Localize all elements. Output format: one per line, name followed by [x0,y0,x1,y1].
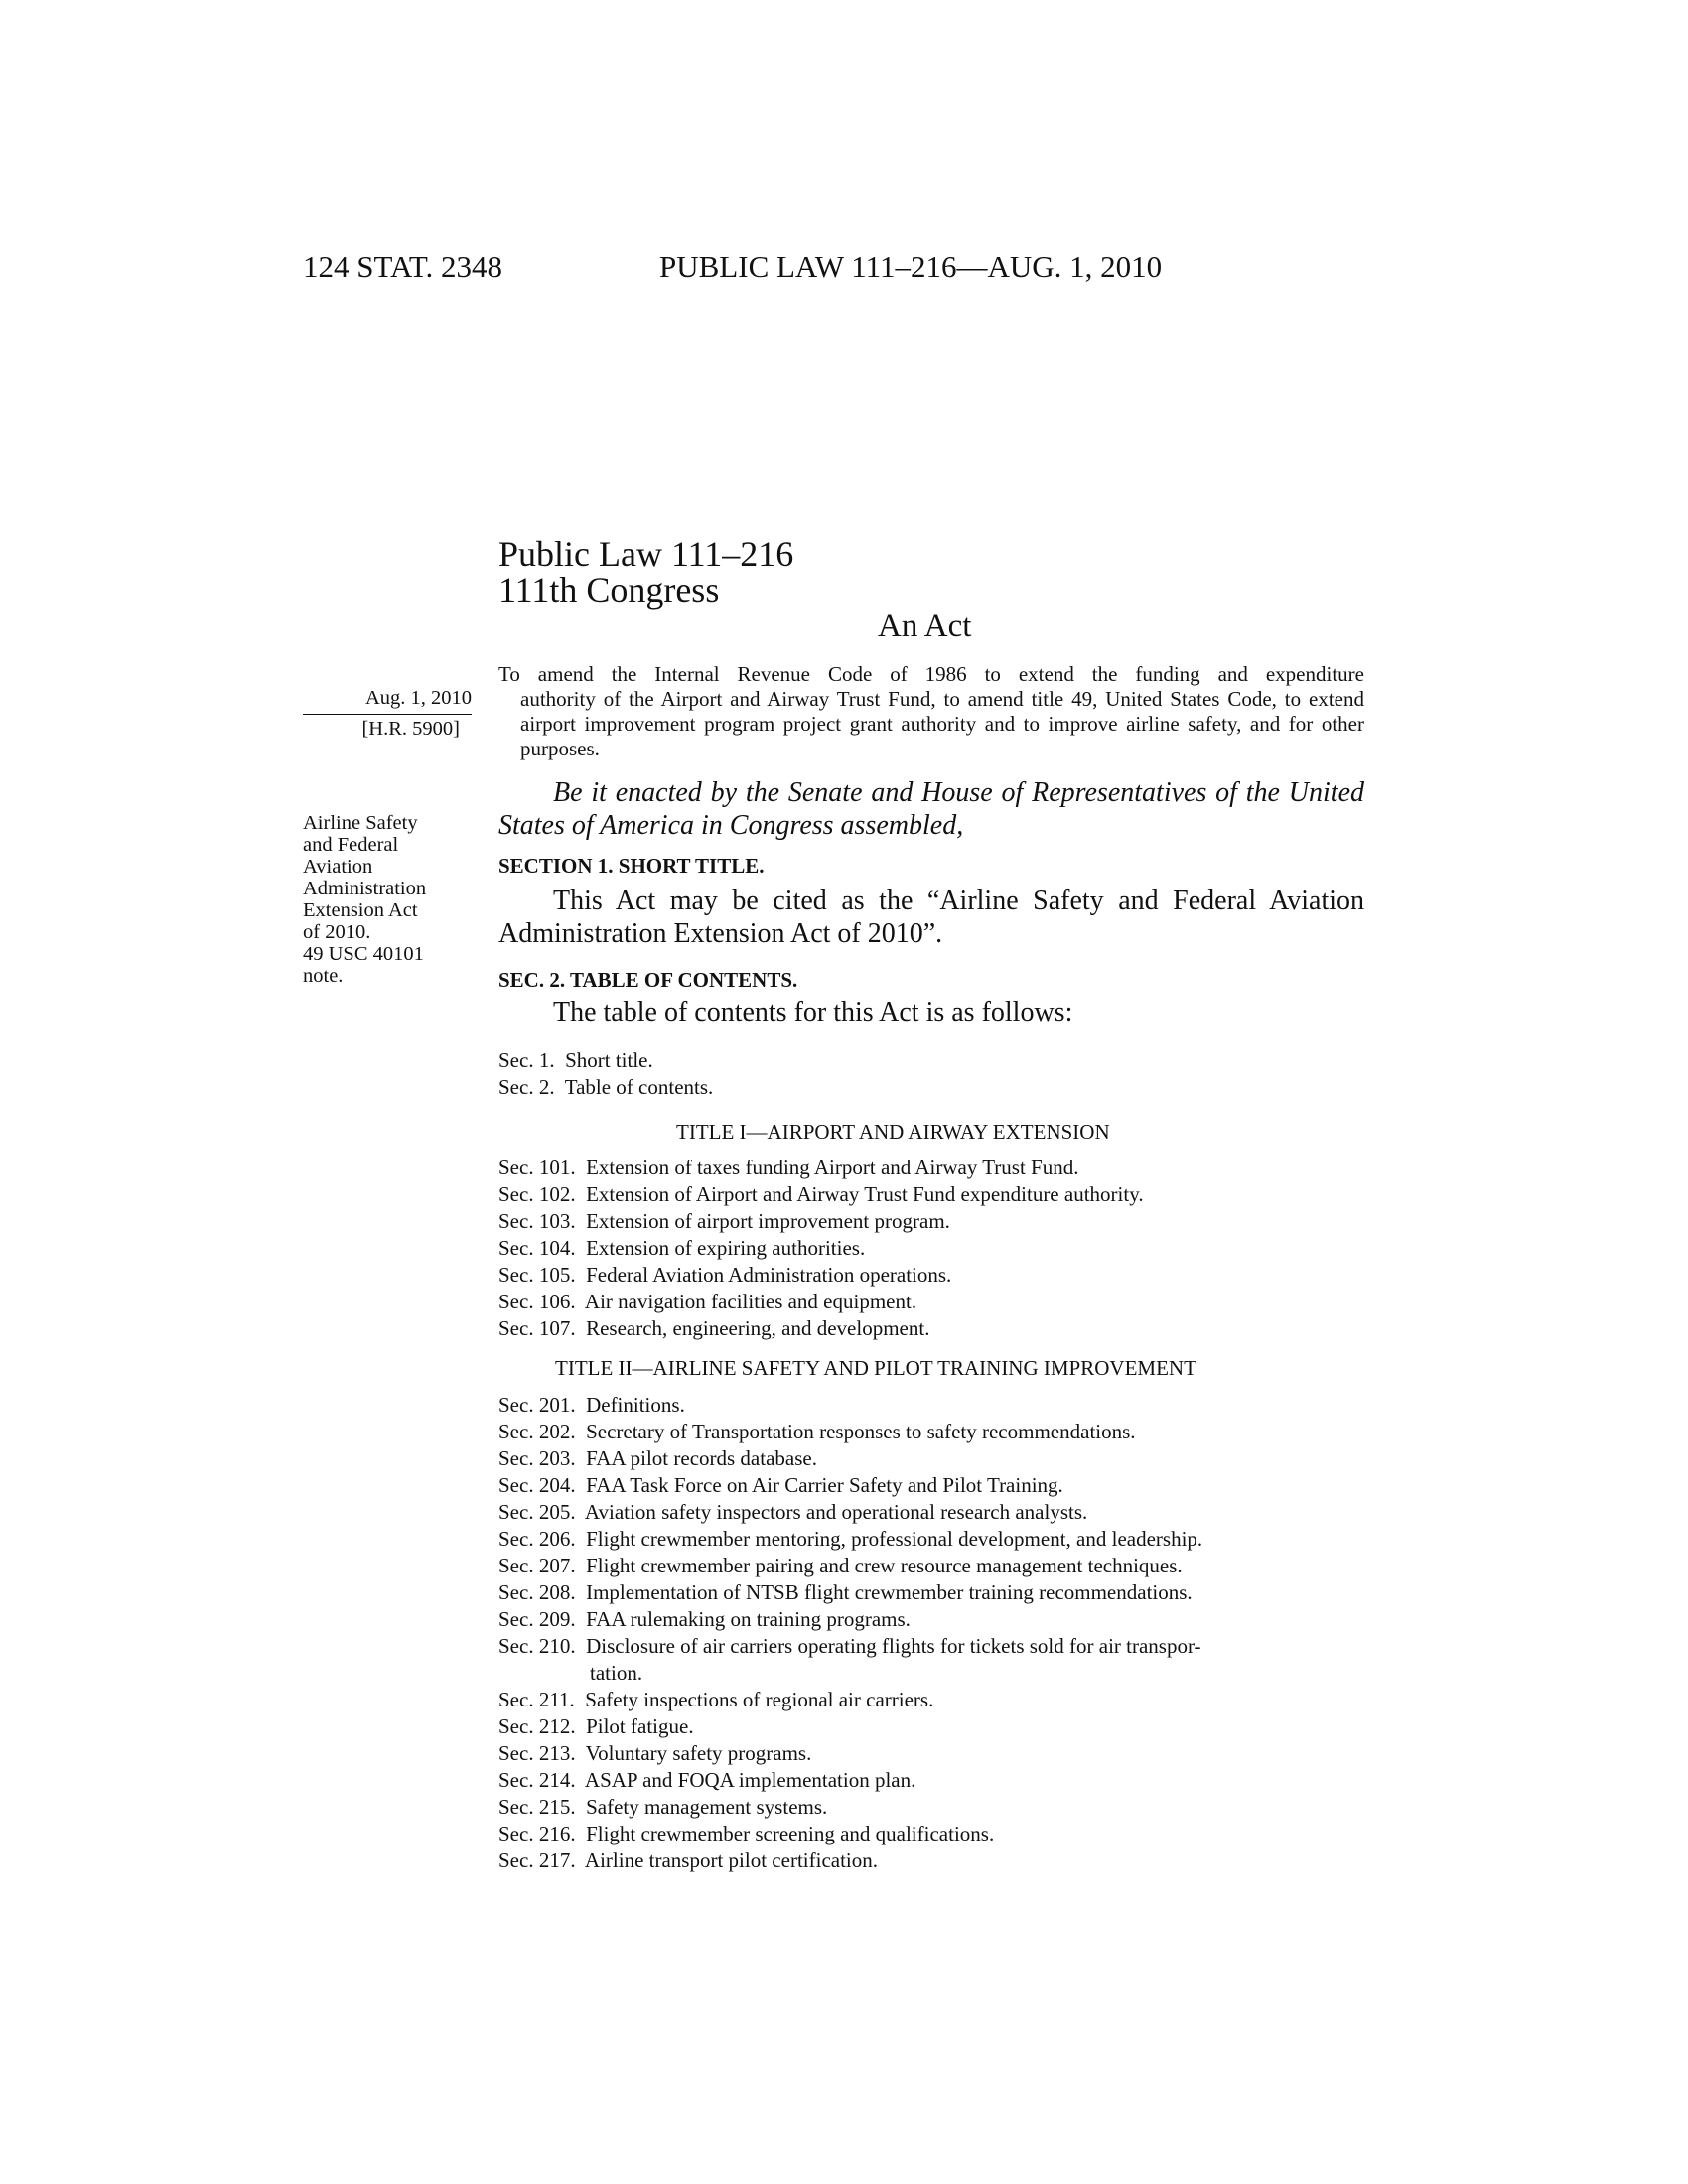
enactment-date-note: Aug. 1, 2010 [364,687,472,709]
section-2-text: The table of contents for this Act is as follows: [553,997,1073,1027]
section-2-heading: SEC. 2. TABLE OF CONTENTS. [498,968,798,992]
toc-entry: Sec. 202. Secretary of Transportation responses to safety recommendations. [498,1420,1136,1443]
toc-entry: Sec. 217. Airline transport pilot certification. [498,1848,878,1872]
toc-entry: Sec. 213. Voluntary safety programs. [498,1741,812,1765]
toc-entry: Sec. 101. Extension of taxes funding Airport and Airway Trust Fund. [498,1156,1079,1179]
toc-entry: Sec. 208. Implementation of NTSB flight crewmember training recommendations. [498,1580,1193,1604]
running-header: PUBLIC LAW 111–216—AUG. 1, 2010 [659,249,1163,284]
long-title: To amend the Internal Revenue Code of 1986 to extend the funding and expenditure authority of the Airport and Airway Trust Fund, to amend title 49, United States Code, to extend airport improvement program project grant authority and to improve airline safety, and for other purposes. [498,662,1364,760]
side-note-rule [303,714,472,715]
title-1-heading: TITLE I—AIRPORT AND AIRWAY EXTENSION [676,1120,1110,1144]
toc-entry: Sec. 204. FAA Task Force on Air Carrier Safety and Pilot Training. [498,1473,1063,1497]
short-title-side-note: Airline Safety and Federal Aviation Administration Extension Act of 2010. 49 USC 40101 note. [303,812,427,987]
toc-entry: Sec. 1. Short title. [498,1048,653,1072]
toc-entry: Sec. 209. FAA rulemaking on training programs. [498,1607,911,1631]
an-act-heading: An Act [878,609,972,644]
toc-entry: Sec. 203. FAA pilot records database. [498,1446,817,1470]
toc-entry: Sec. 207. Flight crewmember pairing and crew resource management techniques. [498,1554,1183,1577]
toc-entry: Sec. 216. Flight crewmember screening and qualifications. [498,1822,995,1845]
toc-entry: Sec. 201. Definitions. [498,1393,685,1417]
toc-entry: Sec. 106. Air navigation facilities and equipment. [498,1290,917,1313]
toc-entry: Sec. 103. Extension of airport improvement program. [498,1209,950,1233]
toc-entry: Sec. 107. Research, engineering, and development. [498,1316,930,1340]
public-law-number: Public Law 111–216 [498,534,794,574]
congress-number: 111th Congress [498,570,720,610]
section-1-heading: SECTION 1. SHORT TITLE. [498,854,765,878]
toc-entry: Sec. 105. Federal Aviation Administration operations. [498,1263,952,1287]
toc-entry: Sec. 206. Flight crewmember mentoring, professional development, and leadership. [498,1527,1203,1551]
toc-title-1-list [498,1155,1392,1342]
toc-entry: Sec. 210. Disclosure of air carriers operating flights for tickets sold for air transpor- tation. [498,1634,1201,1685]
toc-intro [498,1047,1392,1101]
toc-entry: Sec. 215. Safety management systems. [498,1795,828,1819]
toc-entry: Sec. 214. ASAP and FOQA implementation plan. [498,1768,916,1792]
bill-number-note: [H.R. 5900] [361,718,460,740]
section-1-text: This Act may be cited as the “Airline Safety and Federal Aviation Administration Extension Act of 2010”. [498,886,1364,949]
toc-entry: Sec. 2. Table of contents. [498,1075,714,1099]
toc-entry: Sec. 104. Extension of expiring authorities. [498,1236,866,1260]
toc-entry: Sec. 211. Safety inspections of regional air carriers. [498,1688,934,1711]
toc-entry: Sec. 212. Pilot fatigue. [498,1714,694,1738]
title-2-heading: TITLE II—AIRLINE SAFETY AND PILOT TRAINING IMPROVEMENT [555,1356,1196,1380]
toc-title-2-list [498,1392,1392,1874]
enacting-clause: Be it enacted by the Senate and House of Representatives of the United States of America in Congress assembled, [498,777,1364,841]
toc-entry: Sec. 102. Extension of Airport and Airway Trust Fund expenditure authority. [498,1182,1144,1206]
toc-entry: Sec. 205. Aviation safety inspectors and operational research analysts. [498,1500,1088,1524]
page-number: 124 STAT. 2348 [303,249,503,284]
